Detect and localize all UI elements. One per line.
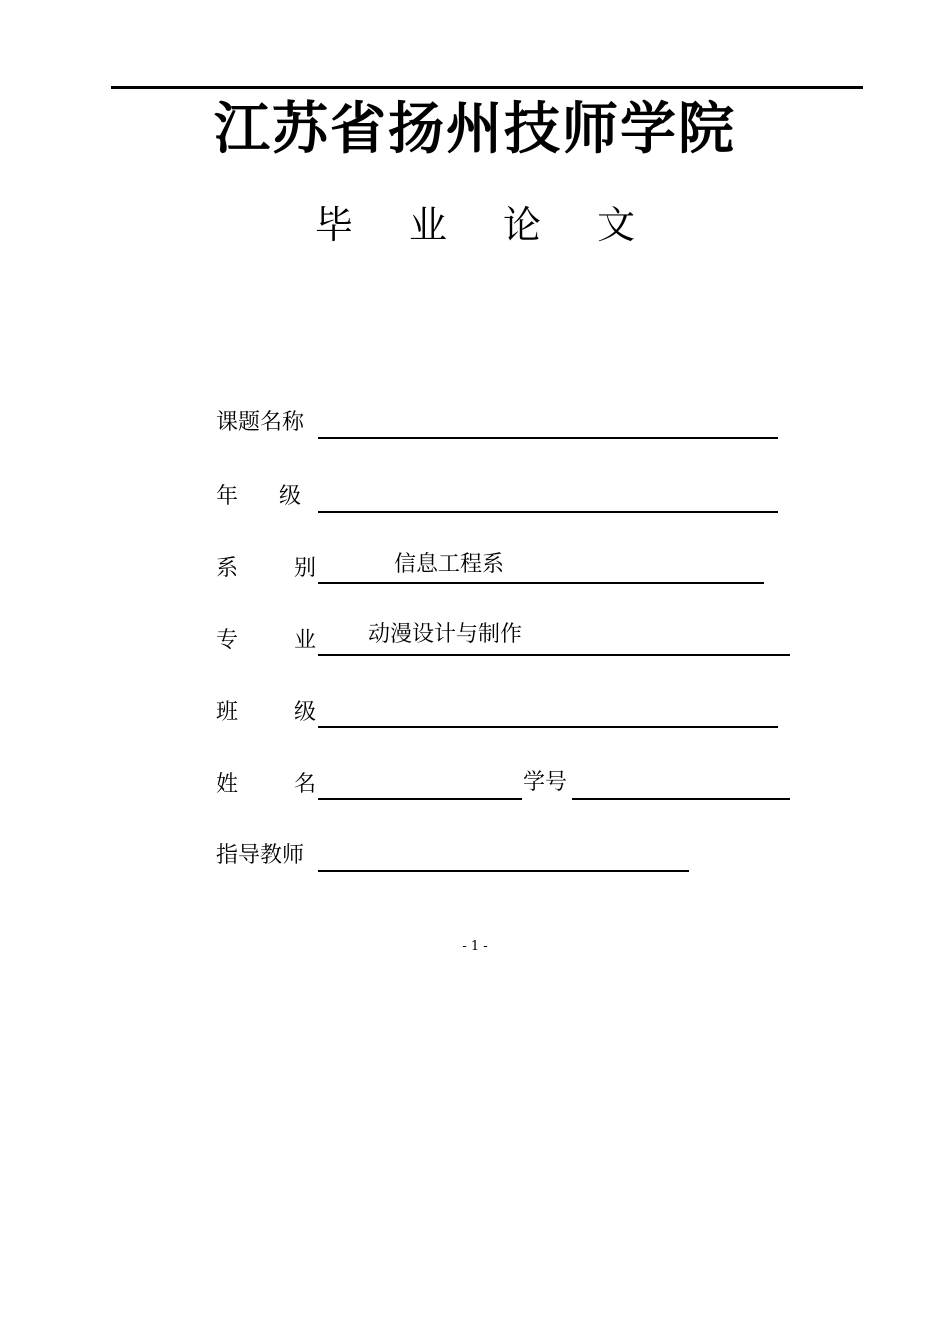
topic-label: 课题名称 <box>216 410 305 435</box>
class-label <box>216 698 316 728</box>
major-field[interactable]: 动漫设计与制作 <box>368 622 523 647</box>
advisor-field-line <box>318 870 689 872</box>
department-label-left: 系 <box>216 556 239 581</box>
name-field-line <box>318 798 522 800</box>
class-label-right: 级 <box>293 700 316 725</box>
department-label <box>216 554 316 584</box>
name-label <box>216 770 316 800</box>
class-field-line <box>318 726 778 728</box>
header-rule <box>111 86 863 89</box>
document-type: 毕 业 论 文 <box>314 203 658 247</box>
department-field[interactable]: 信息工程系 <box>394 552 505 577</box>
department-label-right: 别 <box>293 556 316 581</box>
class-label-left: 班 <box>216 700 239 725</box>
page-number: - 1 - <box>462 939 488 954</box>
grade-label-left: 年 <box>216 484 239 509</box>
department-field-line <box>318 582 764 584</box>
grade-label-right: 级 <box>278 484 301 509</box>
student-id-field-line <box>572 798 790 800</box>
major-label <box>216 626 316 656</box>
major-label-right: 业 <box>293 628 316 653</box>
school-name: 江苏省扬州技师学院 <box>214 97 736 162</box>
major-label-left: 专 <box>216 628 239 653</box>
student-id-label: 学号 <box>523 770 568 795</box>
name-label-right: 名 <box>293 772 316 797</box>
name-label-left: 姓 <box>216 772 239 797</box>
topic-field-line <box>318 437 778 439</box>
grade-label <box>216 482 316 512</box>
grade-field-line <box>318 511 778 513</box>
major-field-line <box>318 654 790 656</box>
advisor-label: 指导教师 <box>216 843 305 868</box>
